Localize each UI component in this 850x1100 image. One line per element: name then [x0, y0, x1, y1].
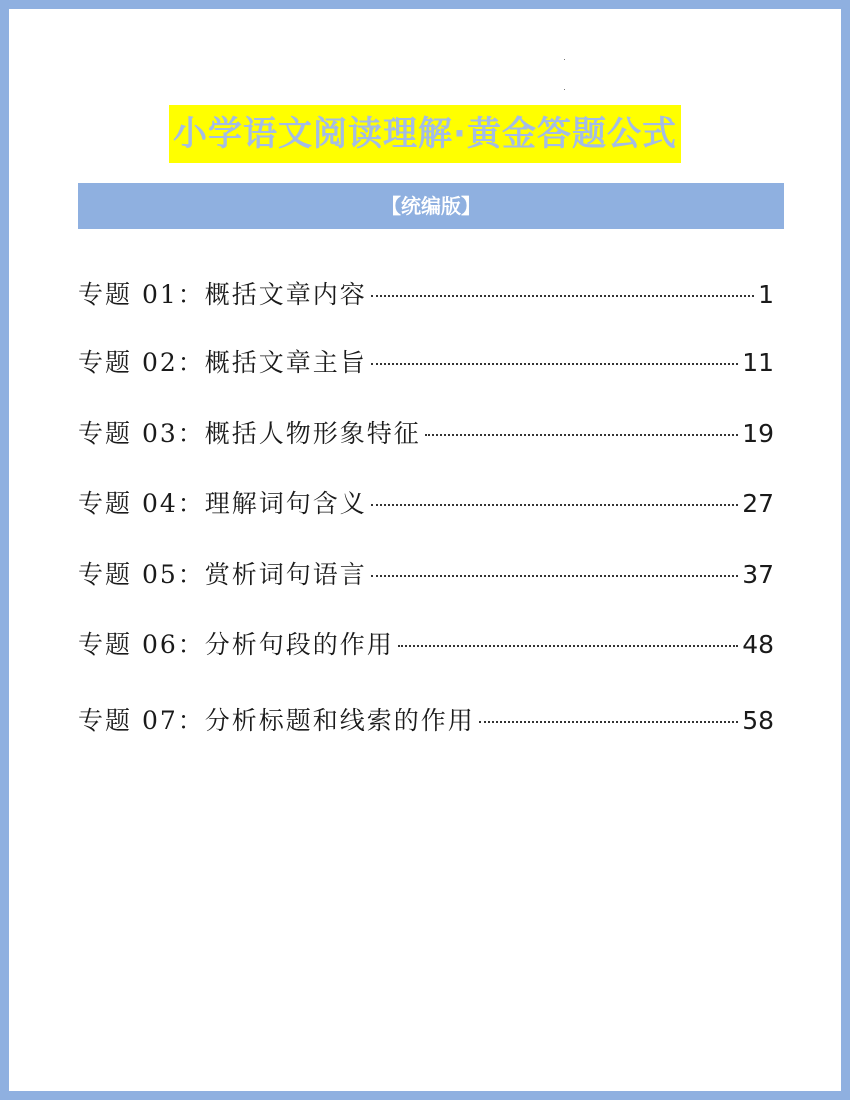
toc-entry-label: 专题 03：概括人物形象特征 [78, 419, 421, 448]
stray-mark [564, 59, 565, 60]
toc-page-number: 27 [742, 489, 774, 518]
toc-dot-leader [425, 434, 738, 436]
toc-entry[interactable] [78, 625, 774, 665]
toc-dot-leader [479, 721, 738, 723]
toc-entry-label: 专题 02：概括文章主旨 [78, 348, 367, 377]
document-title: 小学语文阅读理解·黄金答题公式 [169, 105, 681, 163]
toc-entry[interactable] [78, 701, 774, 741]
toc-entry-label: 专题 05：赏析词句语言 [78, 560, 367, 589]
toc-page-number: 19 [742, 419, 774, 448]
toc-entry-label: 专题 07：分析标题和线索的作用 [78, 706, 475, 735]
toc-entry[interactable] [78, 555, 774, 595]
stray-mark [564, 89, 565, 90]
toc-page-number: 1 [758, 280, 774, 309]
toc-entry-label: 专题 06：分析句段的作用 [78, 630, 394, 659]
edition-banner: 【统编版】 [78, 183, 784, 229]
toc-page-number: 58 [742, 706, 774, 735]
toc-entry-label: 专题 01：概括文章内容 [78, 280, 367, 309]
toc-entry[interactable] [78, 275, 774, 315]
document-page [9, 9, 841, 1091]
toc-entry[interactable] [78, 414, 774, 454]
toc-entry[interactable] [78, 343, 774, 383]
toc-entry-label: 专题 04：理解词句含义 [78, 489, 367, 518]
toc-dot-leader [371, 575, 738, 577]
toc-dot-leader [371, 504, 738, 506]
title-container [9, 105, 841, 163]
toc-page-number: 48 [742, 630, 774, 659]
toc-page-number: 37 [742, 560, 774, 589]
toc-dot-leader [371, 363, 738, 365]
toc-dot-leader [371, 295, 754, 297]
toc-entry[interactable] [78, 484, 774, 524]
toc-dot-leader [398, 645, 738, 647]
toc-page-number: 11 [742, 348, 774, 377]
